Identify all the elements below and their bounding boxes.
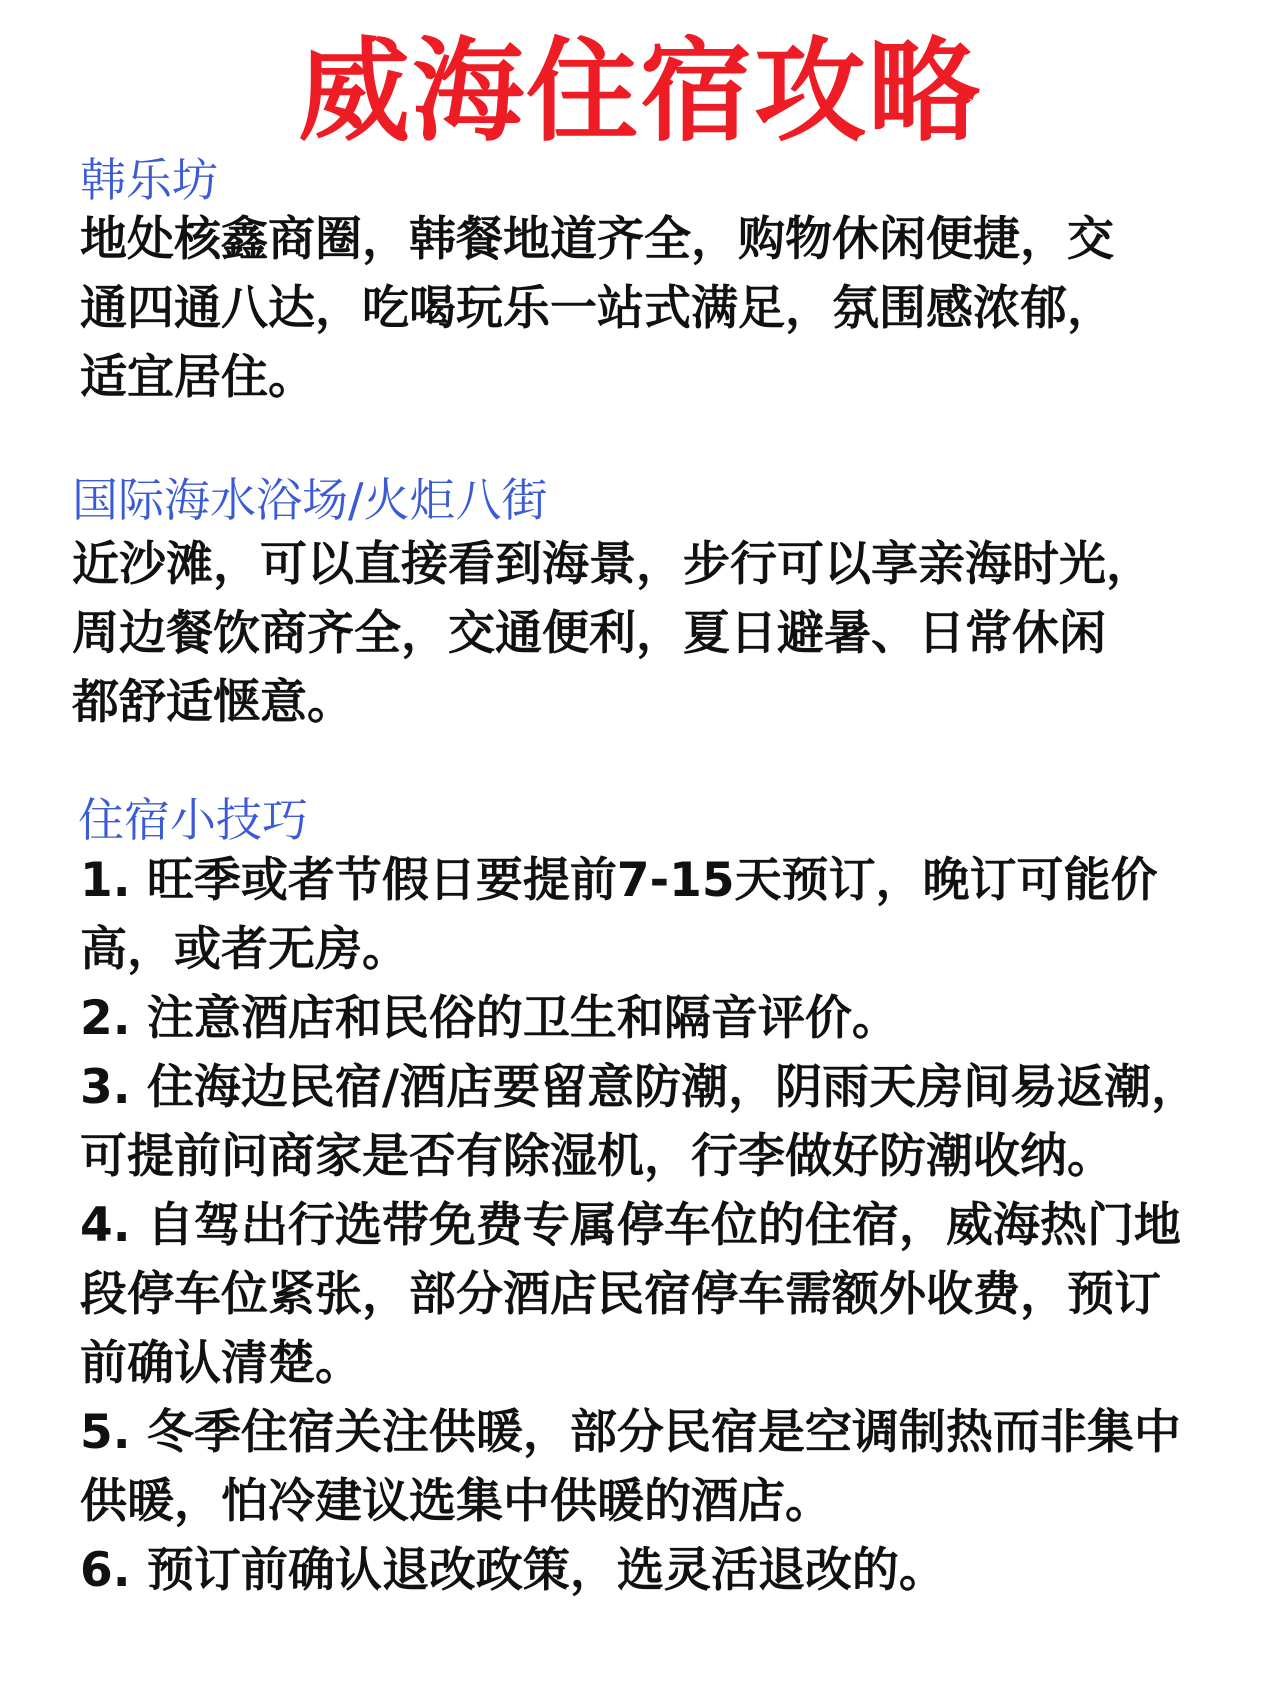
body-line: 通四通八达，吃喝玩乐一站式满足，氛围感浓郁， <box>80 281 1114 336</box>
body-line: 适宜居住。 <box>80 350 315 405</box>
body-line: 近沙滩，可以直接看到海景，步行可以享亲海时光， <box>72 537 1153 592</box>
section-heading-hanlefang: 韩乐坊 <box>80 153 218 207</box>
tip-line: 可提前问商家是否有除湿机，行李做好防潮收纳。 <box>80 1129 1114 1184</box>
tip-line: 高，或者无房。 <box>80 922 409 977</box>
section-body-hanlefang <box>80 205 1240 412</box>
tip-line: 供暖，怕冷建议选集中供暖的酒店。 <box>80 1474 832 1529</box>
tip-line: 2. 注意酒店和民俗的卫生和隔音评价。 <box>80 991 899 1046</box>
section-heading-tips: 住宿小技巧 <box>78 793 308 847</box>
body-line: 都舒适惬意。 <box>72 675 354 730</box>
section-heading-beach: 国际海水浴场/火炬八街 <box>72 473 548 527</box>
tip-line: 5. 冬季住宿关注供暖，部分民宿是空调制热而非集中 <box>80 1405 1181 1460</box>
body-line: 地处核鑫商圈，韩餐地道齐全，购物休闲便捷，交 <box>80 212 1114 267</box>
body-line: 周边餐饮商齐全，交通便利，夏日避暑、日常休闲 <box>72 606 1106 661</box>
tip-line: 段停车位紧张，部分酒店民宿停车需额外收费，预订 <box>80 1267 1161 1322</box>
tip-line: 4. 自驾出行选带免费专属停车位的住宿，威海热门地 <box>80 1198 1181 1253</box>
tip-line: 6. 预订前确认退改政策，选灵活退改的。 <box>80 1543 946 1598</box>
section-body-beach <box>72 530 1252 737</box>
tip-line: 1. 旺季或者节假日要提前7-15天预订，晚订可能价 <box>80 853 1158 908</box>
tip-line: 3. 住海边民宿/酒店要留意防潮，阴雨天房间易返潮， <box>80 1060 1199 1115</box>
tip-line: 前确认清楚。 <box>80 1336 362 1391</box>
tips-list <box>80 846 1240 1605</box>
page-title: 威海住宿攻略 <box>298 27 982 157</box>
